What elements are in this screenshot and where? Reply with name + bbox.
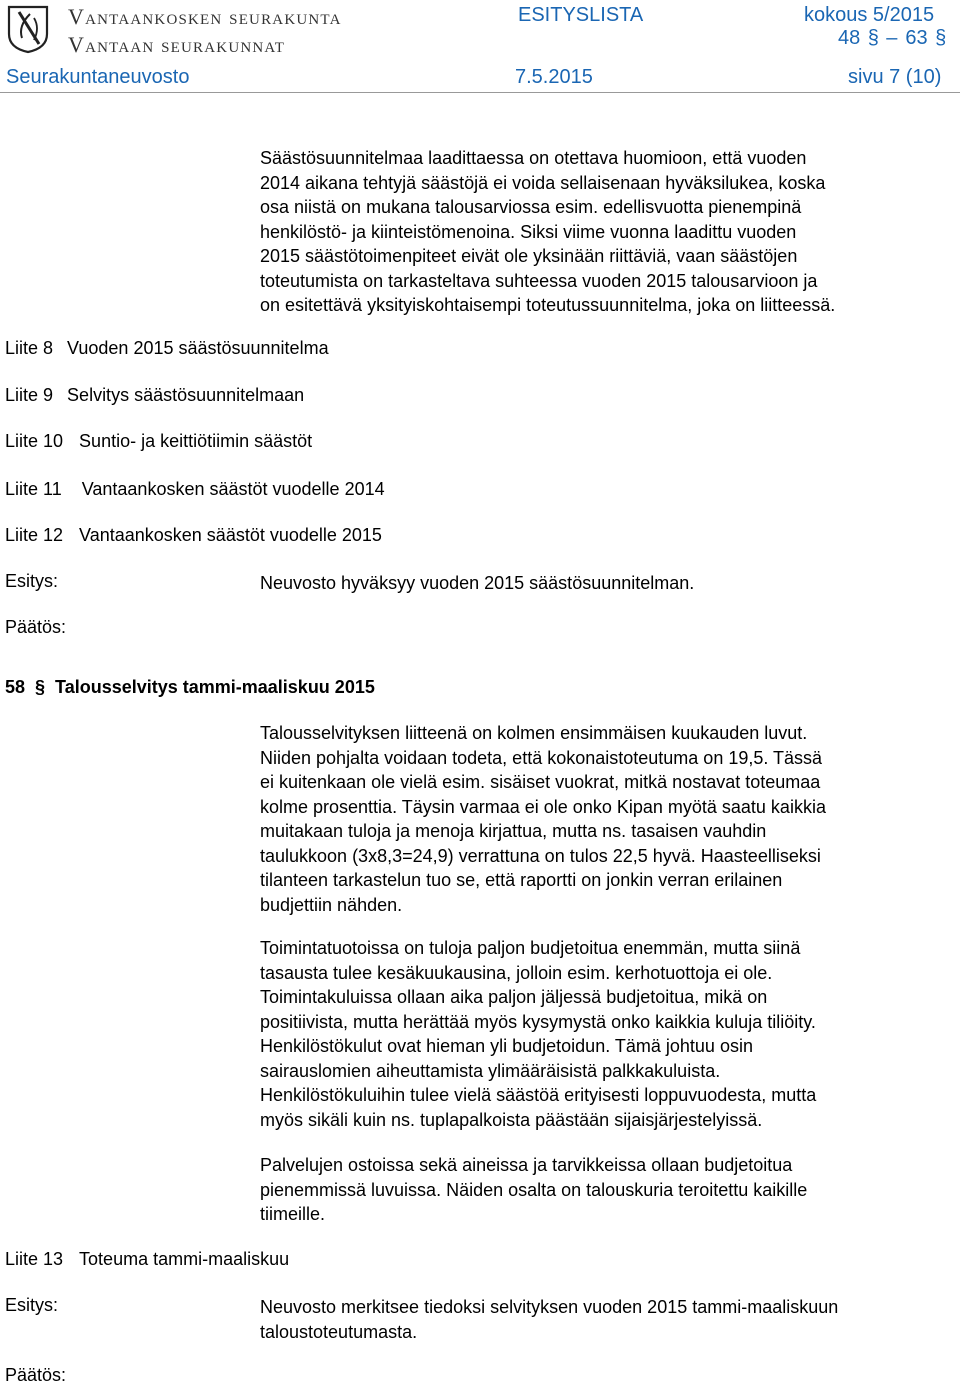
page-number: sivu 7 (10)	[848, 66, 942, 88]
paragraph-line: tiimeille.	[260, 1204, 326, 1224]
attachment-9	[5, 385, 304, 406]
paragraph-line: taulukkoon (3x8,3=24,9) verrattuna on tulos 22,5 hyvä. Haasteelliseksi	[260, 845, 821, 866]
paragraph-line: tilanteen tarkastelun tuo se, että raportti on jonkin verran erilainen	[260, 870, 783, 890]
attachment-title: Selvitys säästösuunnitelmaan	[67, 385, 305, 405]
meeting-date: 7.5.2015	[515, 66, 593, 88]
attachment-label: Liite 9	[5, 385, 54, 405]
paragraph-line: Säästösuunnitelmaa laadittaessa on otettava huomioon, että vuoden	[260, 148, 807, 168]
paragraph-line: Niiden pohjalta voidaan todeta, että kokonaistoteutuma on 19,5. Tässä	[260, 747, 823, 768]
paragraph-line: Neuvosto merkitsee tiedoksi selvityksen vuoden 2015 tammi-maaliskuun	[260, 1297, 839, 1317]
paragraph-line: kolme prosenttia. Täysin varmaa ei ole onko Kipan myötä saatu kaikkia	[260, 796, 826, 817]
paragraph-line: osa niistä on mukana talousarviossa esim. edellisvuotta pienempinä	[260, 197, 802, 217]
attachment-12	[5, 525, 382, 546]
attachment-label: Liite 8	[5, 338, 54, 358]
meeting-number: kokous 5/2015	[804, 4, 935, 26]
agenda-item-title: Talousselvitys tammi-maaliskuu 2015	[55, 677, 375, 697]
proposal-text	[260, 1295, 960, 1344]
section-symbol-end: §	[935, 27, 947, 49]
attachment-11	[5, 479, 385, 500]
paragraph-line: Palvelujen ostoissa sekä aineissa ja tarvikkeissa ollaan budjetoitua	[260, 1155, 793, 1175]
financial-report-paragraph-2	[260, 936, 960, 1132]
attachment-10	[5, 431, 312, 452]
paragraph-line: myös sikäli kuin ns. tuplapalkoista päästään sijaisjärjestelyissä.	[260, 1109, 763, 1130]
decision-label: Päätös:	[5, 1365, 67, 1385]
organization-name: Vantaankosken seurakunta	[68, 4, 342, 29]
governing-body: Seurakuntaneuvosto	[6, 66, 190, 88]
savings-plan-paragraph	[260, 146, 960, 318]
proposal-label: Esitys:	[5, 1295, 59, 1315]
paragraph-line: Toimintatuotoissa on tuloja paljon budjetoitua enemmän, mutta siinä	[260, 938, 801, 958]
paragraph-line: Talousselvityksen liitteenä on kolmen ensimmäisen kuukauden luvut.	[260, 723, 808, 743]
agenda-item-number: 58	[5, 677, 26, 697]
paragraph-line: ei kuitenkaan ole vielä esim. sisäiset vuokrat, mitkä nostavat toteumaa	[260, 772, 821, 792]
attachment-label: Liite 10	[5, 431, 64, 451]
paragraph-line: pienemmissä luvuissa. Näiden osalta on talouskuria teroitettu kaikille	[260, 1179, 808, 1200]
attachment-label: Liite 11	[5, 479, 62, 499]
attachment-label: Liite 13	[5, 1249, 64, 1269]
attachment-label: Liite 12	[5, 525, 64, 545]
financial-report-paragraph-1	[260, 721, 960, 917]
attachment-title: Vuoden 2015 säästösuunnitelma	[67, 338, 329, 358]
attachment-title: Vantaankosken säästöt vuodelle 2015	[79, 525, 382, 545]
attachment-title: Toteuma tammi-maaliskuu	[79, 1249, 290, 1269]
attachment-title: Suntio- ja keittiötiimin säästöt	[79, 431, 313, 451]
section-range-dash: –	[886, 27, 898, 49]
organization-group-name: Vantaan seurakunnat	[68, 32, 286, 57]
decision-label: Päätös:	[5, 617, 67, 637]
section-symbol: §	[867, 27, 879, 49]
paragraph-line: toteutumista on tarkasteltava suhteessa vuoden 2015 talousarvioon ja	[260, 270, 818, 291]
paragraph-line: henkilöstö- ja kiinteistömenoina. Siksi viime vuonna laadittu vuoden	[260, 221, 797, 242]
paragraph-line: Henkilöstökulut ovat hieman yli budjetoidun. Tämä johtuu osin	[260, 1036, 753, 1056]
paragraph-line: 2015 säästötoimenpiteet eivät ole yksinään riittäviä, vaan säästöjen	[260, 246, 798, 266]
document-type: ESITYSLISTA	[518, 4, 644, 26]
paragraph-line: positiivista, mutta herättää myös kysymystä onko kaikkia kuluja tiliöity.	[260, 1011, 816, 1032]
paragraph-line: budjettiin nähden.	[260, 894, 403, 915]
section-symbol: §	[35, 677, 46, 697]
paragraph-line: Henkilöstökuluihin tulee vielä säästöä erityisesti loppuvuodesta, mutta	[260, 1085, 817, 1105]
attachment-title: Vantaankosken säästöt vuodelle 2014	[81, 479, 385, 499]
paragraph-line: sairauslomien aiheuttamista ylimääräisistä palkkakuluista.	[260, 1060, 721, 1081]
attachment-8	[5, 338, 329, 359]
paragraph-line: tasausta tulee kesäkuukausina, jolloin esim. kerhotuottoja ei ole.	[260, 962, 773, 983]
paragraph-line: on esitettävä yksityiskohtaisempi toteutussuunnitelma, joka on liitteessä.	[260, 295, 836, 315]
section-range-end: 63	[905, 27, 928, 49]
header-divider	[0, 92, 960, 93]
section-range-start: 48	[838, 27, 861, 49]
section-range	[838, 27, 954, 50]
paragraph-line: Toimintakuluissa ollaan aika paljon jäljessä budjetoitua, mikä on	[260, 987, 768, 1007]
proposal-label: Esitys:	[5, 571, 59, 591]
paragraph-line: 2014 aikana tehtyjä säästöjä ei voida sellaisenaan hyväksilukea, koska	[260, 172, 826, 193]
proposal-text: Neuvosto hyväksyy vuoden 2015 säästösuunnitelman.	[260, 573, 695, 593]
agenda-item-heading	[5, 677, 375, 698]
parish-logo-icon	[6, 4, 50, 54]
attachment-13	[5, 1249, 289, 1270]
paragraph-line: taloustoteutumasta.	[260, 1321, 418, 1342]
financial-report-paragraph-3	[260, 1153, 960, 1227]
paragraph-line: muitakaan tuloja ja menoja kirjattua, mutta ns. tasaisen vauhdin	[260, 821, 767, 841]
